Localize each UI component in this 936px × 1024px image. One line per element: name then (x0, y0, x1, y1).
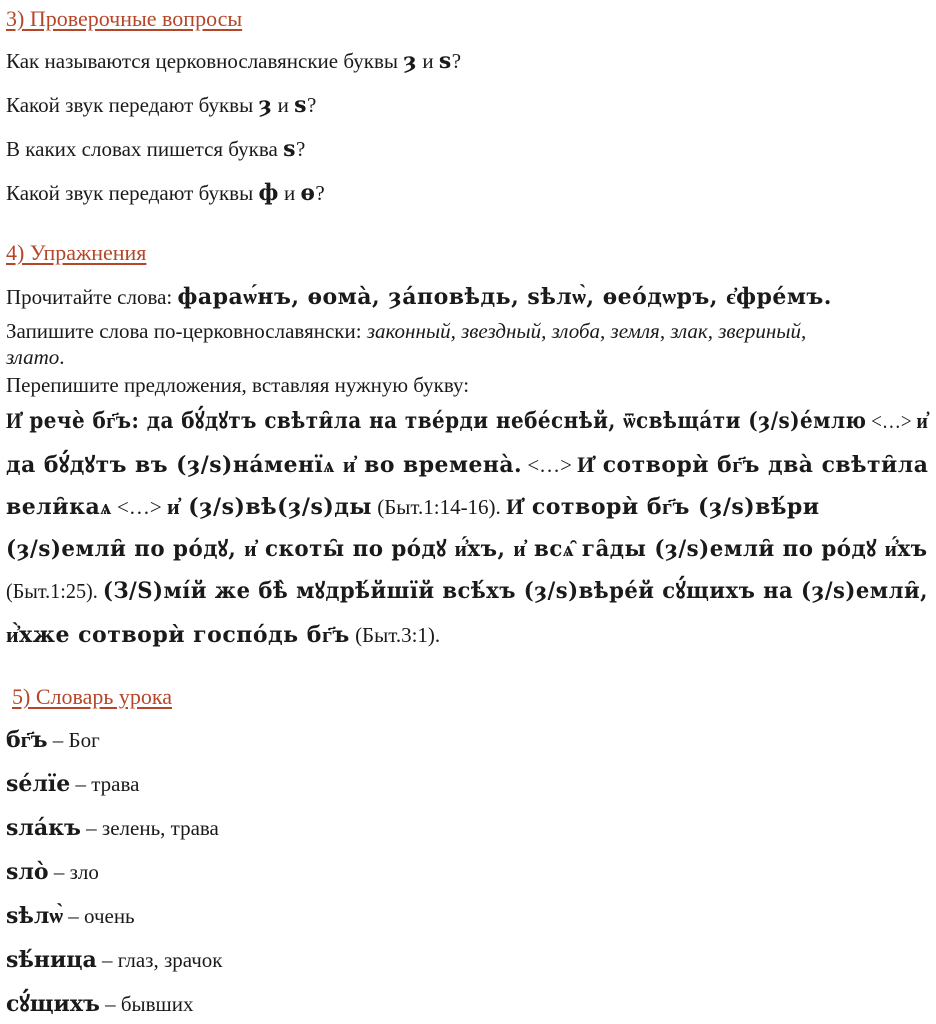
dictionary-entry: сꙋ́щихъ – бывших (6, 991, 194, 1017)
exercise-text-line-6: и҆̀хже сотворѝ госпо́дь бг҃ъ (Быт.3:1). (6, 622, 441, 648)
dictionary-entry: ѕѣлѡ̀ – очень (6, 903, 135, 929)
dictionary-entry: ѕе́лїе – трава (6, 771, 140, 797)
dictionary-entry: ѕла́къ – зелень, трава (6, 815, 219, 841)
exercise-read: Прочитайте слова: фараѡ́нъ, ѳома̀, ȝа́повѣдь, ѕѣлѡ̀, ѳео́дѡръ, є҆фре́мъ. (6, 284, 832, 310)
section-4-title: 4) Упражнения (6, 240, 147, 265)
section-5-title: 5) Словарь урока (12, 684, 172, 709)
exercise-text-line-2: да бꙋ́дꙋтъ въ (ȝ/ѕ)на́менїѧ и҆ во времена̀. <…> И҆ сотворѝ бг҃ъ два̀ свѣти̑ла (6, 452, 929, 478)
exercise-rewrite-label: Перепишите предложения, вставляя нужную букву: (6, 373, 470, 397)
exercise-text-line-3: вели̑каѧ <…> и҆ (ȝ/ѕ)вѣ(ȝ/ѕ)ды (Быт.1:14-16). И҆ сотворѝ бг҃ъ (ȝ/ѕ)вѣ́ри (6, 494, 820, 520)
exercise-write-cont: злато. (6, 345, 65, 369)
question-3: В каких словах пишется буква ѕ? (6, 136, 306, 162)
dictionary-entry: ѕѣ́ница – глаз, зрачок (6, 947, 223, 973)
question-1: Как называются церковнославянские буквы ȝ и ѕ? (6, 48, 462, 74)
dictionary-entry: ѕло̀ – зло (6, 859, 99, 885)
question-2: Какой звук передают буквы ȝ и ѕ? (6, 92, 317, 118)
exercise-text-line-4: (ȝ/ѕ)емли̑ по ро́дꙋ, и҆ скоты̑ по ро́дꙋ и҆́хъ, и҆ всѧ̑ га̑ды (ȝ/ѕ)емли̑ по ро́дꙋ и҆́хъ (6, 536, 928, 562)
section-3-title: 3) Проверочные вопросы (6, 6, 243, 31)
question-4: Какой звук передают буквы ф и ѳ? (6, 180, 325, 206)
exercise-text-line-5: (Быт.1:25). (З/Ѕ)мі́й же бѣ̀ мꙋдрѣ́йшїй всѣ́хъ (ȝ/ѕ)вѣре́й сꙋ́щихъ на (ȝ/ѕ)емли̑, (6, 578, 929, 604)
dictionary-entry: бг҃ъ – Бог (6, 727, 100, 753)
exercise-write: Запишите слова по-церковнославянски: законный, звездный, злоба, земля, злак, звериный, (6, 319, 807, 343)
exercise-text-line-1: И҆ речѐ бг҃ъ: да бꙋ́дꙋтъ свѣти̑ла на тве́рди небе́снѣй, ѿсвѣща́ти (ȝ/ѕ)е́млю <…> и҆ (6, 408, 929, 434)
